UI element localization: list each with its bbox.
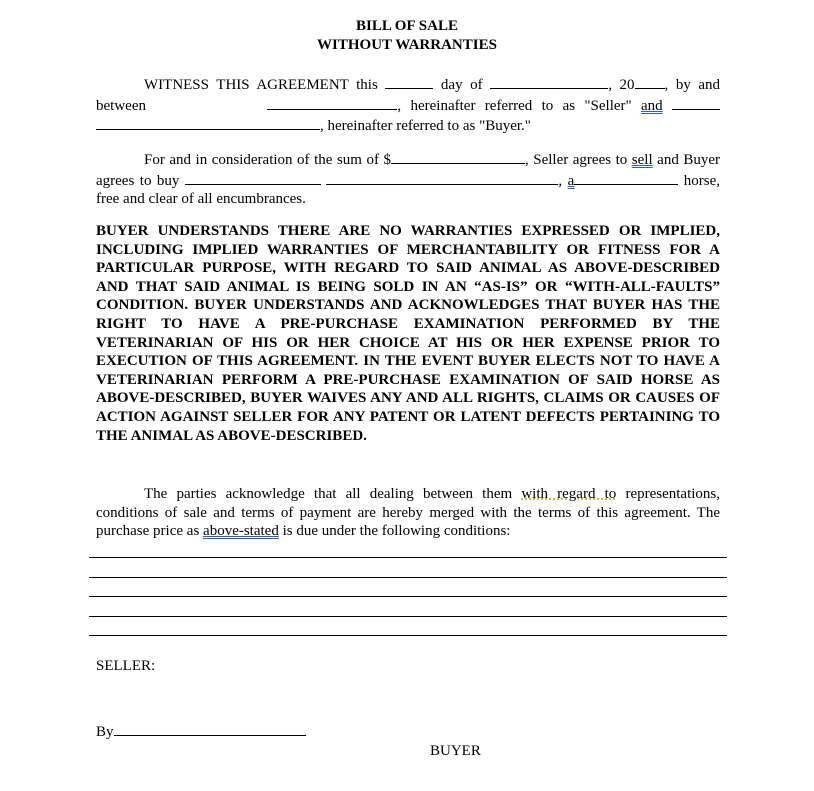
horse-description-field[interactable] [326, 170, 558, 185]
consideration-paragraph: For and in consideration of the sum of $ , Seller agrees to sell and Buyer agrees to buy , a horse, free and clear of all encumbrances. [96, 149, 720, 209]
sum-field[interactable] [391, 149, 525, 164]
agreement-paragraph: WITNESS THIS AGREEMENT this day of , 20 , by and between , hereinafter referred to as "Seller" and , hereinafter referred to as "Buyer." [96, 74, 720, 136]
seller-signature-line[interactable] [114, 721, 306, 736]
conditions-line-4[interactable] [89, 616, 727, 617]
conditions-line-1[interactable] [89, 557, 727, 558]
warranty-disclaimer: BUYER UNDERSTANDS THERE ARE NO WARRANTIES EXPRESSED OR IMPLIED, INCLUDING IMPLIED WARRANTIES OF MERCHANTABILITY OR FITNESS FOR A PARTICULAR PURPOSE, WITH REGARD TO SAID ANIMAL AS ABOVE-DESCRIBED AND THAT SAID ANIMAL IS BEING SOLD IN AN “AS-IS” OR “WITH-ALL-FAULTS” CONDITION. BUYER UNDERSTANDS AND ACKNOWLEDGES THAT BUYER HAS THE RIGHT TO HAVE A PRE-PURCHASE EXAMINATION PERFORMED BY THE VETERINARIAN OF HIS OR HER CHOICE AT HIS OR HER EXPENSE PRIOR TO EXECUTION OF THIS AGREEMENT. IN THE EVENT BUYER ELECTS NOT TO HAVE A VETERINARIAN PERFORM A PRE-PURCHASE EXAMINATION OF SAID HORSE AS ABOVE-DESCRIBED, BUYER WAIVES ANY AND ALL RIGHTS, CLAIMS OR CAUSES OF ACTION AGAINST SELLER FOR ANY PATENT OR LATENT DEFECTS PERTAINING TO THE ANIMAL AS ABOVE-DESCRIBED. [96, 223, 720, 444]
acknowledgement-paragraph: The parties acknowledge that all dealing between them with regard to representations, conditions of sale and terms of payment are hereby merged with the terms of this agreement. The purchase price as above-stated is due under the following conditions: [96, 486, 721, 539]
horse-type-field[interactable] [574, 170, 678, 185]
conditions-line-3[interactable] [89, 596, 727, 597]
buyer-field[interactable] [185, 170, 321, 185]
by-label: By [96, 724, 114, 740]
conditions-line-5[interactable] [89, 635, 727, 636]
buyer-label: BUYER [430, 743, 481, 759]
buyer-name-field-a[interactable] [672, 95, 720, 110]
seller-name-field[interactable] [267, 95, 397, 110]
seller-label: SELLER: [96, 658, 156, 674]
buyer-name-field-b[interactable] [96, 115, 320, 130]
day-field[interactable] [385, 74, 433, 89]
conditions-line-2[interactable] [89, 577, 727, 578]
document-title: BILL OF SALE [356, 18, 458, 34]
seller-signature [96, 721, 306, 741]
document-subtitle: WITHOUT WARRANTIES [317, 37, 497, 53]
month-field[interactable] [490, 74, 608, 89]
year-field[interactable] [635, 74, 665, 89]
